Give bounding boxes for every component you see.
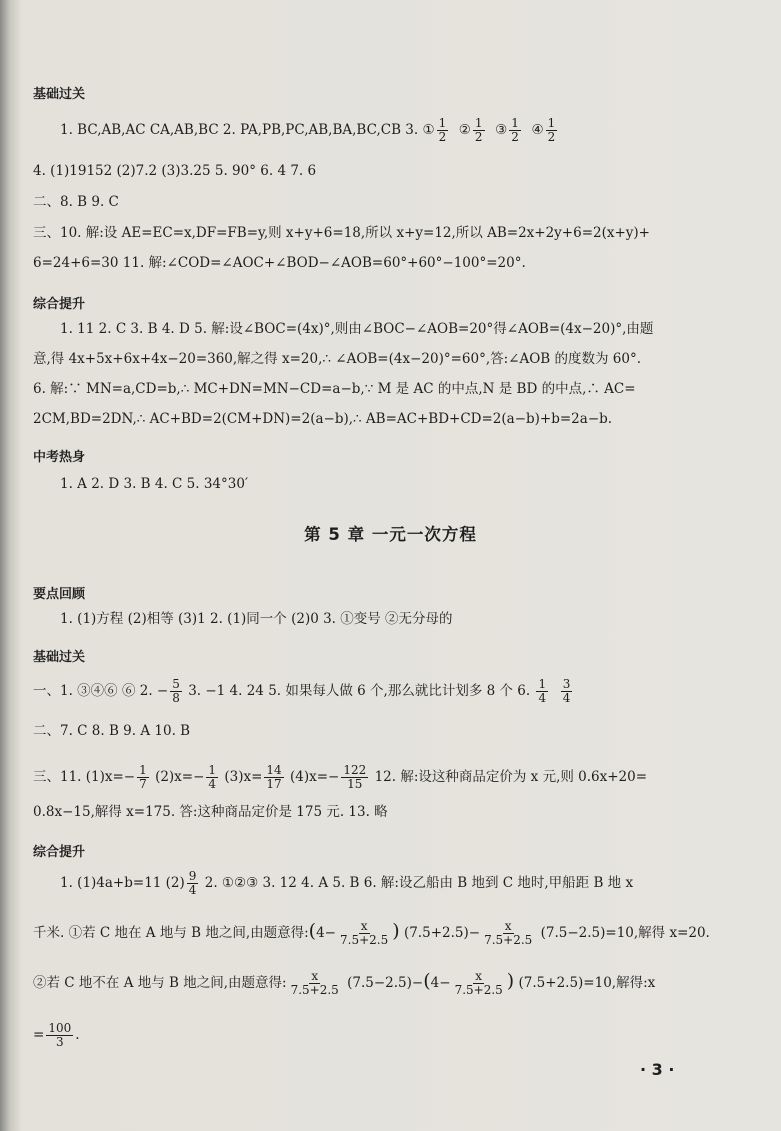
section-heading-review: 要点回顾 bbox=[33, 587, 86, 602]
fraction bbox=[509, 117, 521, 144]
text: ②若 C 地不在 A 地与 B 地之间,由题意得: bbox=[33, 975, 287, 991]
denominator: 4 bbox=[538, 691, 547, 705]
denominator: 7.5+2.5 bbox=[340, 933, 389, 947]
numerator: 122 bbox=[343, 763, 367, 777]
paren: ( bbox=[308, 920, 317, 942]
denominator: 4 bbox=[208, 777, 217, 791]
numerator: 9 bbox=[188, 869, 197, 883]
fraction bbox=[289, 970, 341, 997]
denominator: 7.5+2.5 bbox=[484, 933, 533, 947]
text: 4− bbox=[316, 925, 336, 941]
text: ③ bbox=[495, 122, 508, 138]
section-heading-basic-2: 基础过关 bbox=[33, 650, 86, 665]
text: (3)x= bbox=[224, 769, 263, 785]
paren: ) bbox=[506, 970, 515, 992]
fraction bbox=[137, 764, 149, 791]
numerator: 14 bbox=[266, 763, 282, 777]
denominator: 7.5+2.5 bbox=[454, 983, 503, 997]
section-heading-exam: 中考热身 bbox=[33, 450, 86, 465]
denominator: 2 bbox=[438, 130, 447, 144]
answer-line-6: 1. 11 2. C 3. B 4. D 5. 解:设∠BOC=(4x)°,则由∠BOC−∠AOB=20°得∠AOB=(4x−20)°,由题 bbox=[60, 321, 654, 337]
fraction bbox=[546, 117, 558, 144]
text: 2. ①②③ 3. 12 4. A 5. B 6. 解:设乙船由 B 地到 C 地时,甲船距 B 地 x bbox=[204, 875, 634, 891]
text: = bbox=[33, 1027, 45, 1043]
text: 三、11. (1)x=− bbox=[33, 769, 136, 785]
text: (7.5+2.5)− bbox=[403, 925, 481, 941]
fraction bbox=[264, 764, 283, 791]
numerator: x bbox=[311, 969, 319, 983]
numerator: 5 bbox=[172, 677, 180, 691]
fraction bbox=[206, 764, 218, 791]
paren: ( bbox=[423, 970, 431, 992]
paren: ) bbox=[392, 920, 400, 942]
answer-line-1 bbox=[60, 117, 559, 144]
numerator: 1 bbox=[511, 116, 519, 130]
answer-line-14 bbox=[33, 764, 647, 791]
text: 一、1. ③④⑥ ⑥ 2. − bbox=[33, 683, 169, 699]
fraction bbox=[561, 678, 573, 705]
numerator: 1 bbox=[438, 116, 447, 130]
answer-line-13: 二、7. C 8. B 9. A 10. B bbox=[33, 723, 191, 739]
fraction bbox=[536, 678, 548, 705]
text: ② bbox=[458, 122, 471, 138]
answer-line-4: 三、10. 解:设 AE=EC=x,DF=FB=y,则 x+y+6=18,所以 x+y=12,所以 AB=2x+2y+6=2(x+y)+ bbox=[33, 225, 650, 241]
text: (4)x=− bbox=[290, 769, 340, 785]
numerator: x bbox=[475, 969, 483, 983]
fraction bbox=[338, 920, 390, 947]
text: 1. (1)4a+b=11 (2) bbox=[60, 875, 185, 891]
fraction bbox=[46, 1022, 73, 1049]
denominator: 15 bbox=[347, 777, 363, 791]
page-number: · 3 · bbox=[640, 1060, 675, 1079]
numerator: 3 bbox=[562, 677, 571, 691]
denominator: 2 bbox=[547, 130, 556, 144]
text: ④ bbox=[531, 122, 544, 138]
denominator: 4 bbox=[562, 691, 571, 705]
answer-line-9: 2CM,BD=2DN,∴ AC+BD=2(CM+DN)=2(a−b),∴ AB=AC+BD+CD=2(a−b)+b=2a−b. bbox=[33, 411, 613, 427]
answer-line-18 bbox=[33, 970, 655, 997]
answer-line-7: 意,得 4x+5x+6x+4x−20=360,解之得 x=20,∴ ∠AOB=(4x−20)°=60°,答:∠AOB 的度数为 60°. bbox=[33, 351, 642, 367]
section-heading-comprehensive-2: 综合提升 bbox=[33, 845, 86, 860]
fraction bbox=[187, 870, 199, 897]
text: 4− bbox=[430, 975, 451, 991]
section-heading-comprehensive: 综合提升 bbox=[33, 297, 86, 312]
numerator: x bbox=[360, 919, 368, 933]
denominator: 3 bbox=[55, 1035, 64, 1049]
answer-line-10: 1. A 2. D 3. B 4. C 5. 34°30′ bbox=[60, 476, 249, 492]
answer-line-2: 4. (1)19152 (2)7.2 (3)3.25 5. 90° 6. 4 7. 6 bbox=[33, 163, 317, 179]
answer-line-3: 二、8. B 9. C bbox=[33, 194, 119, 210]
denominator: 2 bbox=[511, 130, 519, 144]
denominator: 2 bbox=[474, 130, 483, 144]
text: (7.5−2.5)− bbox=[347, 975, 424, 991]
numerator: 1 bbox=[474, 116, 483, 130]
numerator: 100 bbox=[48, 1021, 72, 1035]
fraction bbox=[341, 764, 368, 791]
denominator: 17 bbox=[266, 777, 282, 791]
denominator: 7 bbox=[139, 777, 147, 791]
denominator: 8 bbox=[172, 691, 180, 705]
answer-line-12 bbox=[33, 678, 574, 705]
fraction bbox=[437, 117, 449, 144]
answer-line-17 bbox=[33, 920, 710, 947]
numerator: 1 bbox=[139, 763, 147, 777]
numerator: 1 bbox=[208, 763, 217, 777]
text: . bbox=[75, 1027, 80, 1043]
answer-line-16 bbox=[60, 870, 633, 897]
text: 3. −1 4. 24 5. 如果每人做 6 个,那么就比计划多 8 个 6. bbox=[188, 683, 531, 699]
numerator: 1 bbox=[538, 677, 547, 691]
fraction bbox=[473, 117, 485, 144]
text: 千米. ①若 C 地在 A 地与 B 地之间,由题意得: bbox=[33, 925, 309, 941]
denominator: 4 bbox=[188, 883, 197, 897]
fraction bbox=[170, 678, 182, 705]
fraction bbox=[482, 920, 534, 947]
text: (2)x=− bbox=[155, 769, 205, 785]
text: (7.5−2.5)=10,解得 x=20. bbox=[540, 925, 710, 941]
chapter-title: 第 5 章 一元一次方程 bbox=[304, 525, 477, 544]
text: 12. 解:设这种商品定价为 x 元,则 0.6x+20= bbox=[374, 769, 648, 785]
text: (7.5+2.5)=10,解得:x bbox=[518, 975, 656, 991]
answer-line-15: 0.8x−15,解得 x=175. 答:这种商品定价是 175 元. 13. 略 bbox=[33, 804, 388, 820]
answer-line-19 bbox=[33, 1022, 80, 1049]
fraction bbox=[453, 970, 505, 997]
section-heading-basic: 基础过关 bbox=[33, 87, 86, 102]
numerator: x bbox=[504, 919, 512, 933]
answer-line-5: 6=24+6=30 11. 解:∠COD=∠AOC+∠BOD−∠AOB=60°+60°−100°=20°. bbox=[33, 255, 526, 271]
answer-line-8: 6. 解:∵ MN=a,CD=b,∴ MC+DN=MN−CD=a−b,∵ M 是 AC 的中点,N 是 BD 的中点,∴ AC= bbox=[33, 381, 636, 397]
denominator: 7.5+2.5 bbox=[290, 983, 339, 997]
answer-line-11: 1. (1)方程 (2)相等 (3)1 2. (1)同一个 (2)0 3. ①变号 ②无分母的 bbox=[60, 611, 453, 627]
text: 1. BC,AB,AC CA,AB,BC 2. PA,PB,PC,AB,BA,BC,CB 3. ① bbox=[60, 122, 435, 138]
numerator: 1 bbox=[547, 116, 556, 130]
